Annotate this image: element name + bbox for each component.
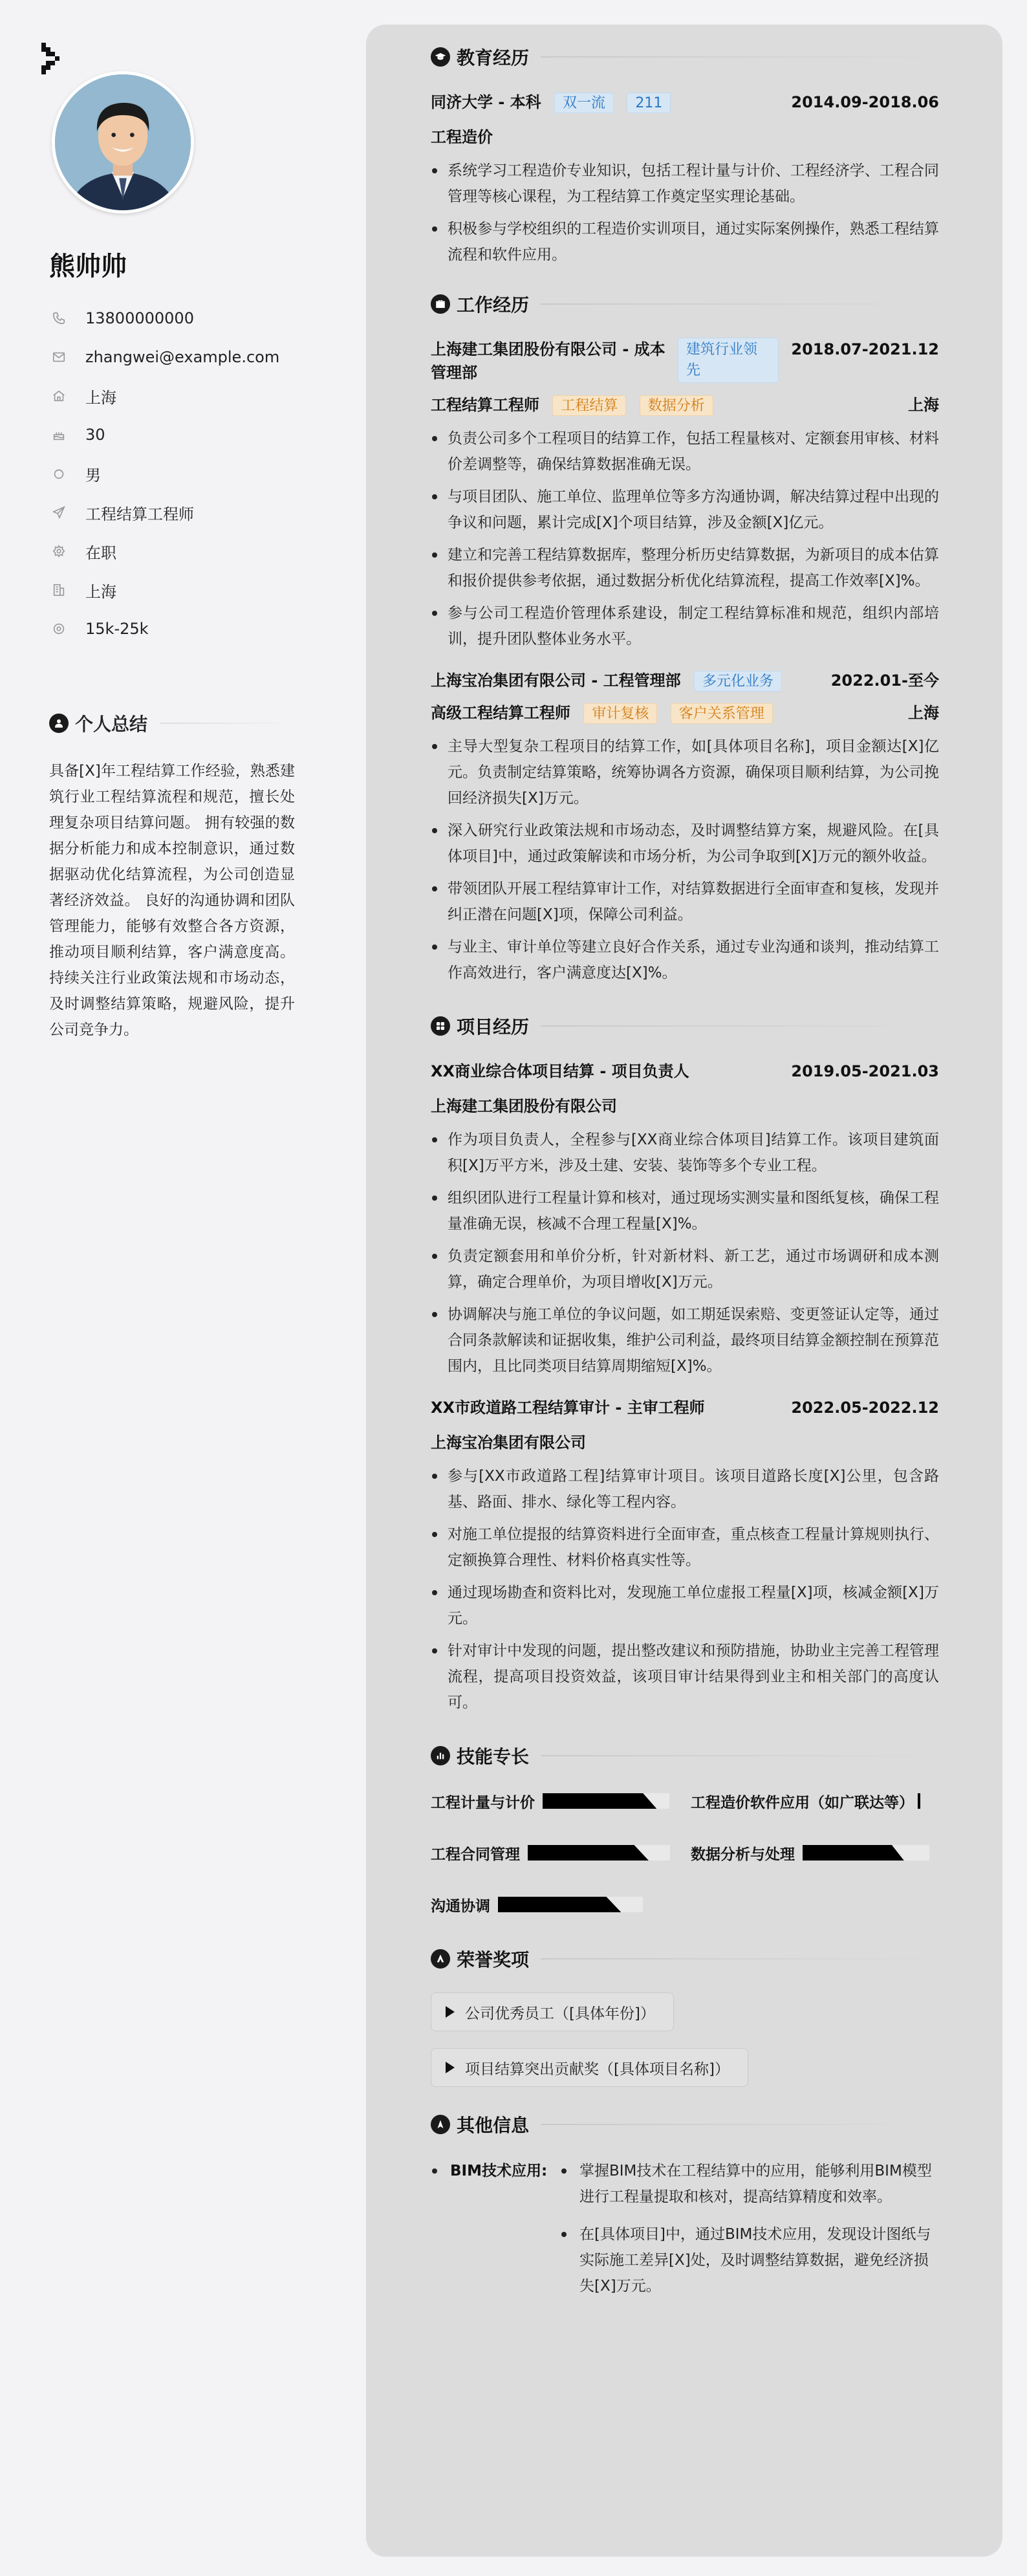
skill-label: 工程计量与计价 [431,1794,535,1811]
gender-icon [49,464,69,483]
phone-icon [49,309,69,328]
list-item: 负责定额套用和单价分析，针对新材料、新工艺，通过市场调研和成本测算，确定合理单价，为项目增收[X]万元。 [431,1243,939,1295]
location-text: 上海 [85,388,116,407]
info-location [49,377,279,415]
info-salary [49,609,279,648]
divider [160,723,295,724]
info-work-city [49,571,279,609]
role-tag: 数据分析 [640,395,713,416]
honors-title: 荣誉奖项 [457,1949,530,1970]
divider [541,1755,939,1756]
skill-bar-fill [543,1793,656,1809]
skill-label: 数据分析与处理 [690,1846,795,1863]
skill-bar [498,1897,643,1912]
list-item: 建立和完善工程结算数据库，整理分析历史结算数据，为新项目的成本估算和报价提供参考依据，通过数据分析优化结算流程，提高工作效率[X]%。 [431,542,939,594]
job-city: 上海 [908,396,939,414]
project-org: 上海宝冶集团有限公司 [431,1434,586,1452]
skill-bar [528,1845,670,1861]
projects-heading [431,1012,939,1040]
education-bullets [431,158,939,268]
list-item: 通过现场勘查和资料比对，发现施工单位虚报工程量[X]项，核减金额[X]万元。 [431,1580,939,1632]
list-item: 协调解决与施工单位的争议问题，如工期延误索赔、变更签证认定等，通过合同条款解读和证据收集，维护公司利益，最终项目结算金额控制在预算范围内，且比同类项目结算周期缩短[X]%。 [431,1302,939,1379]
gender-text: 男 [85,466,101,485]
compass-icon [431,2115,450,2134]
skill-item [431,1791,691,1812]
info-email [49,338,279,377]
skill-bar [918,1793,920,1809]
briefcase-icon [431,294,450,314]
skill-item [431,1842,691,1864]
honors-heading [431,1945,939,1973]
job-date: 2022.01-至今 [830,671,939,690]
list-item: 针对审计中发现的问题，提出整改建议和预防措施，协助业主完善工程管理流程，提高项目投资效益，该项目审计结果得到业主和相关部门的高度认可。 [431,1638,939,1716]
job-date: 2018.07-2021.12 [791,340,939,358]
project-org: 上海建工集团股份有限公司 [431,1097,617,1115]
list-item: 负责公司多个工程项目的结算工作，包括工程量核对、定额套用审核、材料价差调整等，确保结算数据准确无误。 [431,426,939,477]
settings-icon [49,541,69,561]
position-text: 工程结算工程师 [85,505,194,523]
skill-label: 工程造价软件应用（如广联达等） [690,1794,914,1811]
list-item: 与业主、审计单位等建立良好合作关系，通过专业沟通和谈判，推动结算工作高效进行，客户满意度达[X]%。 [431,934,939,986]
projects-title: 项目经历 [457,1016,530,1038]
work-title: 工作经历 [457,294,530,316]
role-tag: 工程结算 [552,395,626,416]
honor-item [431,1992,674,2031]
job-city: 上海 [908,704,939,722]
skills-heading [431,1741,939,1770]
skill-bar-fill [803,1845,904,1861]
list-item: 参与[XX市政道路工程]结算审计项目。该项目道路长度[X]公里，包含路基、路面、排水、绿化等工程内容。 [431,1463,939,1515]
list-item: 对施工单位提报的结算资料进行全面审查，重点核查工程量计算规则执行、定额换算合理性、材料价格真实性等。 [431,1522,939,1573]
role-name: 高级工程结算工程师 [431,704,570,722]
list-item: 积极参与学校组织的工程造价实训项目，通过实际案例操作，熟悉工程结算流程和软件应用。 [431,216,939,268]
skill-item [431,1894,691,1916]
company-name: 上海建工集团股份有限公司 - 成本管理部 [431,340,665,382]
building-icon [49,580,69,600]
project-name: XX商业综合体项目结算 - 项目负责人 [431,1062,689,1080]
person-name: 熊帅帅 [49,252,127,281]
divider [541,1958,939,1959]
list-item: 与项目团队、施工单位、监理单位等多方沟通协调，解决结算过程中出现的争议和问题，累计完成[X]个项目结算，涉及金额[X]亿元。 [431,484,939,536]
project-name: XX市政道路工程结算审计 - 主审工程师 [431,1399,705,1417]
role-tag: 客户关系管理 [671,703,773,724]
list-item: 作为项目负责人，全程参与[XX商业综合体项目]结算工作。该项目建筑面积[X]万平方米，涉及土建、安装、装饰等多个专业工程。 [431,1127,939,1179]
cake-icon [49,425,69,444]
skill-bar-fill [528,1845,649,1861]
list-item: 系统学习工程造价专业知识，包括工程计量与计价、工程经济学、工程合同管理等核心课程，为工程结算工作奠定坚实理论基础。 [431,158,939,210]
list-item: 掌握BIM技术在工程结算中的应用，能够利用BIM模型进行工程量提取和核对，提高结算精度和效率。 [560,2158,939,2210]
education-entry [431,91,939,268]
other-key: BIM技术应用: [431,2158,560,2311]
graduation-cap-icon [431,47,450,67]
project-entry [431,1060,939,1379]
triangle-icon [446,2006,455,2018]
role-tag: 审计复核 [583,703,657,724]
project-date: 2019.05-2021.03 [791,1062,939,1080]
job-bullets [431,734,939,986]
project-date: 2022.05-2022.12 [791,1399,939,1417]
info-status [49,532,279,571]
work-city-text: 上海 [85,582,116,601]
grid-icon [431,1016,450,1036]
school-tag: 双一流 [554,93,614,113]
list-item: 参与公司工程造价管理体系建设，制定工程结算标准和规范，组织内部培训，提升团队整体业务水平。 [431,600,939,652]
person-icon [49,714,69,733]
skills-title: 技能专长 [457,1746,530,1767]
company-name: 上海宝冶集团有限公司 - 工程管理部 [431,671,681,690]
project-bullets [431,1463,939,1716]
skill-bar-fill [498,1897,621,1912]
home-icon [49,386,69,406]
honor-item [431,2048,748,2087]
list-item: 在[具体项目]中，通过BIM技术应用，发现设计图纸与实际施工差异[X]处，及时调整结算数据，避免经济损失[X]万元。 [560,2221,939,2299]
education-heading [431,43,939,71]
contact-info-list [49,299,279,648]
major: 工程造价 [431,128,493,146]
send-icon [49,503,69,522]
other-values [560,2158,939,2311]
role-name: 工程结算工程师 [431,396,539,414]
skill-label: 工程合同管理 [431,1846,520,1863]
info-age [49,415,279,454]
list-item: 带领团队开展工程结算审计工作，对结算数据进行全面审查和复核，发现并纠正潜在问题[X]项，保障公司利益。 [431,876,939,928]
job-entry [431,669,939,986]
status-text: 在职 [85,543,116,562]
mail-icon [49,347,69,367]
summary-title: 个人总结 [75,714,148,735]
job-bullets [431,426,939,652]
divider [541,303,939,305]
skill-label: 沟通协调 [431,1897,490,1915]
honors-list [431,1992,939,2104]
skill-bar [803,1845,929,1861]
honor-text: 公司优秀员工（[具体年份]） [465,2005,655,2022]
other-info [431,2158,939,2311]
age-text: 30 [85,426,105,444]
project-bullets [431,1127,939,1379]
education-title: 教育经历 [457,47,530,69]
logo-icon [41,39,67,78]
company-tag: 多元化业务 [694,671,782,692]
sidebar [0,0,336,2576]
skill-bar-fill [918,1793,920,1809]
education-date: 2014.09-2018.06 [791,93,939,111]
salary-text: 15k-25k [85,620,149,638]
triangle-icon [446,2062,455,2073]
list-item: 主导大型复杂工程项目的结算工作，如[具体项目名称]，项目金额达[X]亿元。负责制定结算策略，统筹协调各方资源，确保项目顺利结算，为公司挽回经济损失[X]万元。 [431,734,939,811]
skill-bar [543,1793,669,1809]
work-heading [431,290,939,318]
skills-list [431,1789,939,1916]
job-entry [431,338,939,652]
phone-text: 13800000000 [85,309,194,327]
divider [541,1025,939,1027]
info-position [49,493,279,532]
divider [541,56,939,58]
company-tag: 建筑行业领先 [678,338,779,383]
project-entry [431,1396,939,1716]
list-item: 组织团队进行工程量计算和核对，通过现场实测实量和图纸复核，确保工程量准确无误，核减不合理工程量[X]%。 [431,1185,939,1237]
summary-text: 具备[X]年工程结算工作经验，熟悉建筑行业工程结算流程和规范，擅长处理复杂项目结算问题。 拥有较强的数据分析能力和成本控制意识，通过数据驱动优化结算流程，为公司创造显著经济效益。 良好的沟通协调和团队管理能力，能够有效整合各方资源，推动项目顺利结算，客户满意度高。 持续关注行业政策法规和市场动态，及时调整结算策略，规避风险，提升公司竞争力。 [49,763,295,1038]
school-name: 同济大学 - 本科 [431,93,541,111]
school-tag: 211 [627,93,671,113]
avatar-photo-icon [55,74,191,210]
skill-item [691,1842,939,1864]
info-gender [49,454,279,493]
honor-text: 项目结算突出贡献奖（[具体项目名称]） [465,2060,730,2078]
list-item: 深入研究行业政策法规和市场动态，及时调整结算方案，规避风险。在[具体项目]中，通过政策解读和市场分析，为公司争取到[X]万元的额外收益。 [431,818,939,869]
resume-panel [366,25,1002,2557]
other-heading [431,2110,939,2139]
skill-item [691,1791,939,1812]
email-text: zhangwei@example.com [85,348,280,366]
info-phone [49,299,279,338]
avatar [52,71,194,213]
chart-icon [431,1746,450,1765]
salary-icon [49,619,69,639]
divider [541,2124,939,2125]
other-title: 其他信息 [457,2115,530,2136]
award-icon [431,1949,450,1969]
summary-heading [49,710,295,736]
